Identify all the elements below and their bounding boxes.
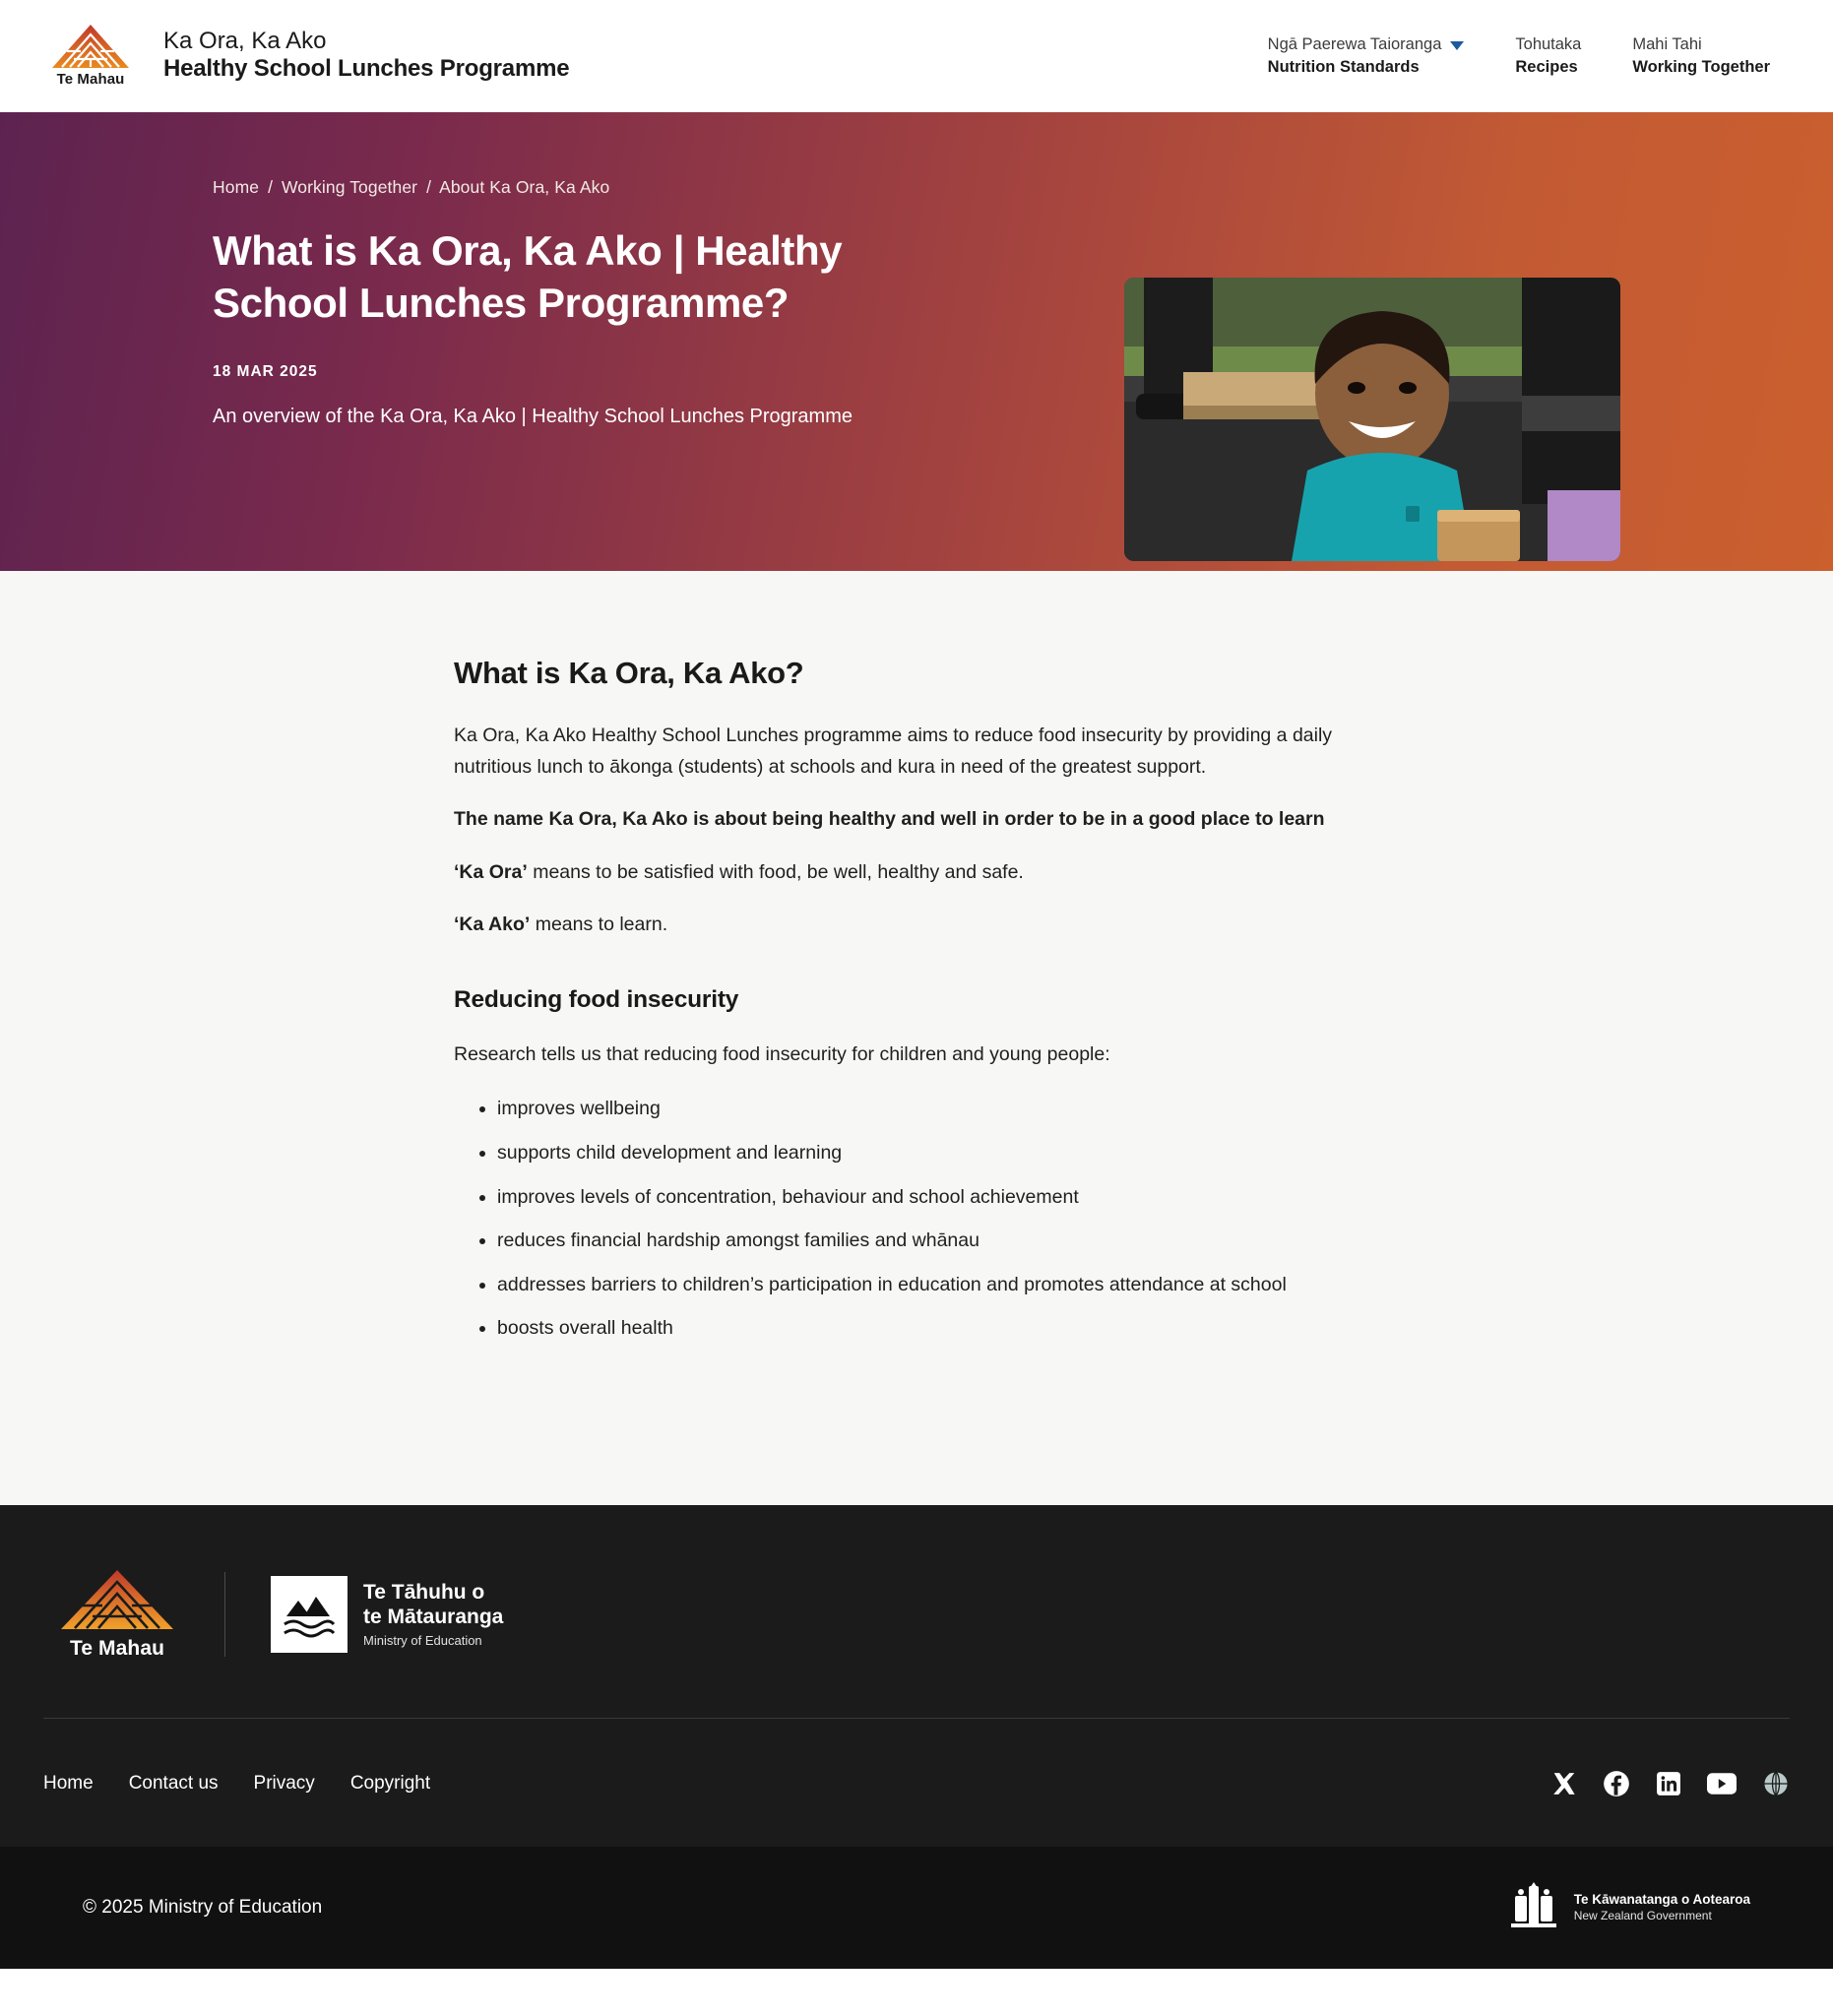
benefits-list — [454, 1094, 1379, 1344]
paragraph-ka-ako — [454, 910, 1374, 941]
te-mahau-mark-icon — [59, 1568, 175, 1631]
footer-bottom-bar — [0, 1847, 1833, 1969]
list-item: • improves wellbeing — [497, 1094, 1363, 1125]
footer-te-mahau-logo[interactable] — [43, 1568, 191, 1661]
term-ka-ako: ‘Ka Ako’ — [454, 914, 531, 936]
paragraph-research-intro: Research tells us that reducing food insecurity for children and young people: — [454, 1042, 1110, 1065]
youtube-icon[interactable] — [1707, 1772, 1737, 1796]
footer-links — [43, 1773, 430, 1795]
paragraph-overview: Ka Ora, Ka Ako Healthy School Lunches programme aims to reduce food insecurity by providing a daily nutritious lunch to ākonga (students) at schools and kura in need of the greatest support. — [454, 724, 1333, 778]
publish-date: 18 MAR 2025 — [213, 362, 318, 380]
footer-te-mahau-wordmark: Te Mahau — [69, 1636, 165, 1660]
nav-item-recipes-en: Recipes — [1515, 57, 1578, 76]
te-mahau-mark-icon — [50, 24, 131, 69]
list-item: • reduces financial hardship amongst families and whānau — [497, 1226, 1363, 1257]
brand-line-en: Healthy School Lunches Programme — [163, 55, 570, 83]
hero-image — [1124, 278, 1620, 561]
nav-item-working-together-en: Working Together — [1632, 57, 1770, 76]
breadcrumb-separator: / — [268, 177, 274, 197]
footer-link-contact-us[interactable]: Contact us — [128, 1772, 219, 1794]
moe-name-line2: te Mātauranga — [363, 1605, 504, 1628]
nz-government-logo — [1505, 1880, 1750, 1935]
footer-link-home[interactable]: Home — [43, 1772, 94, 1794]
footer-logo-row — [0, 1505, 1833, 1718]
list-item: • addresses barriers to children’s participation in education and promotes attendance at school — [497, 1270, 1363, 1301]
breadcrumb-separator: / — [426, 177, 432, 197]
nav-item-working-together[interactable] — [1632, 33, 1770, 78]
section-heading-reducing-food-insecurity: Reducing food insecurity — [454, 985, 739, 1013]
footer-links-row — [0, 1719, 1833, 1847]
copyright-text: © 2025 Ministry of Education — [83, 1896, 323, 1918]
moe-mark-icon — [271, 1576, 348, 1653]
term-ka-ora: ‘Ka Ora’ — [454, 860, 528, 883]
brand-block[interactable] — [43, 24, 569, 88]
facebook-icon[interactable] — [1603, 1770, 1630, 1797]
footer-link-copyright[interactable]: Copyright — [349, 1772, 431, 1794]
site-footer — [0, 1505, 1833, 1969]
site-header — [0, 0, 1833, 112]
list-item: • supports child development and learning — [497, 1138, 1363, 1169]
page-title: What is Ka Ora, Ka Ako | Healthy School Lunches Programme? — [213, 227, 843, 326]
linkedin-icon[interactable] — [1656, 1771, 1681, 1796]
chevron-down-icon[interactable] — [1450, 41, 1464, 50]
article-body — [454, 656, 1379, 1357]
nav-item-recipes[interactable] — [1515, 33, 1581, 78]
hero-photo-illustration — [1124, 278, 1620, 561]
nav-item-nutrition-standards[interactable] — [1268, 33, 1465, 78]
hero-banner — [0, 112, 1833, 571]
brand-line-mi: Ka Ora, Ka Ako — [163, 27, 327, 54]
nav-item-recipes-mi: Tohutaka — [1515, 35, 1582, 54]
globe-icon[interactable] — [1762, 1770, 1790, 1797]
social-links — [1551, 1770, 1790, 1797]
moe-name-line1: Te Tāhuhu o — [363, 1581, 485, 1605]
nav-item-working-together-mi: Mahi Tahi — [1632, 35, 1702, 54]
term-ka-ora-definition: means to be satisfied with food, be well, healthy and safe. — [527, 860, 1024, 883]
paragraph-name-meaning: The name Ka Ora, Ka Ako is about being healthy and well in order to be in a good place to learn — [454, 808, 1325, 831]
breadcrumb-item-home[interactable]: Home — [213, 177, 260, 197]
brand-text — [163, 28, 569, 84]
main-content-area — [0, 571, 1833, 1505]
ministry-of-education-logo[interactable] — [271, 1576, 503, 1653]
moe-name-sub: Ministry of Education — [363, 1632, 482, 1648]
nav-item-nutrition-standards-mi: Ngā Paerewa Taioranga — [1267, 35, 1442, 54]
footer-divider — [224, 1572, 225, 1657]
section-heading-what-is: What is Ka Ora, Ka Ako? — [454, 656, 804, 690]
nz-coat-of-arms-icon — [1505, 1880, 1562, 1935]
te-mahau-logo[interactable] — [43, 24, 138, 88]
nzgov-line1: Te Kāwanatanga o Aotearoa — [1573, 1892, 1750, 1907]
x-icon[interactable] — [1551, 1771, 1577, 1796]
footer-link-privacy[interactable]: Privacy — [253, 1772, 315, 1794]
list-item: • improves levels of concentration, behaviour and school achievement — [497, 1182, 1363, 1214]
page-description: An overview of the Ka Ora, Ka Ako | Healthy School Lunches Programme — [213, 405, 853, 427]
nzgov-line2: New Zealand Government — [1573, 1908, 1712, 1922]
list-item: • boosts overall health — [497, 1313, 1363, 1345]
te-mahau-wordmark: Te Mahau — [56, 71, 125, 88]
breadcrumb-item-current: About Ka Ora, Ka Ako — [439, 177, 610, 197]
breadcrumb-item-working-together[interactable]: Working Together — [282, 177, 418, 197]
main-navigation — [1268, 33, 1790, 78]
nav-item-nutrition-standards-en: Nutrition Standards — [1267, 57, 1420, 76]
paragraph-ka-ora — [454, 857, 1374, 889]
term-ka-ako-definition: means to learn. — [530, 914, 668, 936]
breadcrumb — [213, 177, 961, 198]
